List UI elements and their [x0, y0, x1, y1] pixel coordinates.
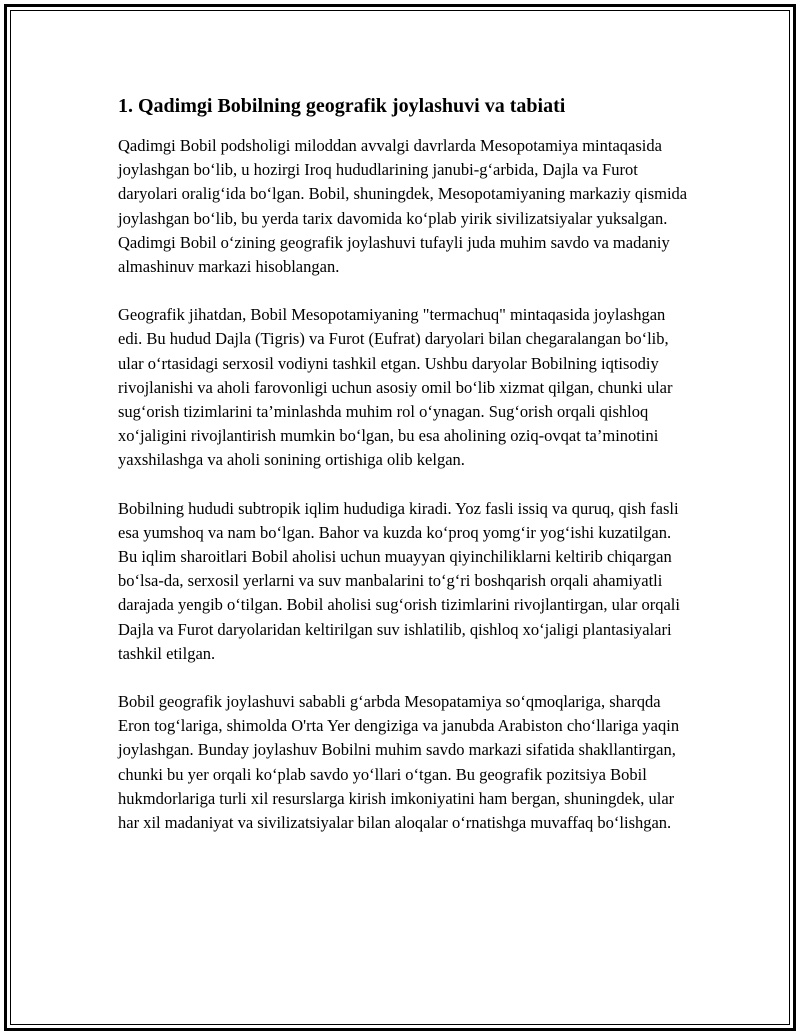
section-heading: 1. Qadimgi Bobilning geografik joylashuvi va tabiati	[118, 95, 566, 117]
document-body	[118, 90, 688, 859]
paragraph-1: Qadimgi Bobil podsholigi miloddan avvalgi davrlarda Mesopotamiya mintaqasida joylashgan bo‘lib, u hozirgi Iroq hududlarining janubi-g‘arbida, Dajla va Furot daryolari oralig‘ida bo‘lgan. Bobil, shuningdek, Mesopotamiyaning markaziy qismida joylashgan bo‘lib, bu yerda tarix davomida ko‘plab yirik sivilizatsiyalar yuksalgan. Qadimgi Bobil o‘zining geografik joylashuvi tufayli juda muhim savdo va madaniy almashinuv markazi hisoblangan.	[118, 136, 688, 277]
paragraph-3: Bobilning hududi subtropik iqlim hududiga kiradi. Yoz fasli issiq va quruq, qish fasli esa yumshoq va nam bo‘lgan. Bahor va kuzda ko‘proq yomg‘ir yog‘ishi kuzatilgan. Bu iqlim sharoitlari Bobil aholisi uchun muayyan qiyinchiliklarni keltirib chiqargan bo‘lsa-da, serxosil yerlarni va suv manbalarini to‘g‘ri boshqarish orqali ahamiyatli darajada yengib o‘tilgan. Bobil aholisi sug‘orish tizimlarini rivojlantirgan, ular orqali Dajla va Furot daryolaridan keltirilgan suv ishlatilib, qishloq xo‘jaligi plantasiyalari tashkil etilgan.	[118, 498, 680, 663]
paragraph-2: Geografik jihatdan, Bobil Mesopotamiyaning "termachuq" mintaqasida joylashgan edi. Bu hudud Dajla (Tigris) va Furot (Eufrat) daryolari bilan chegaralangan bo‘lib, ular o‘rtasidagi serxosil vodiyni tashkil etgan. Ushbu daryolar Bobilning iqtisodiy rivojlanishi va aholi farovonligi uchun asosiy omil bo‘lib xizmat qilgan, chunki ular sug‘orish tizimlarini ta’minlashda muhim rol o‘ynagan. Sug‘orish orqali qishloq xo‘jaligini rivojlantirish mumkin bo‘lgan, bu esa aholining oziq-ovqat ta’minotini yaxshilashga va aholi sonining ortishiga olib kelgan.	[118, 305, 673, 470]
paragraph-4: Bobil geografik joylashuvi sababli g‘arbda Mesopatamiya so‘qmoqlariga, sharqda Eron tog‘lariga, shimolda O'rta Yer dengiziga va janubda Arabiston cho‘llariga yaqin joylashgan. Bunday joylashuv Bobilni muhim savdo markazi sifatida shakllantirgan, chunki bu yer orqali ko‘plab savdo yo‘llari o‘tgan. Bu geografik pozitsiya Bobil hukmdorlariga turli xil resurslarga kirish imkoniyatini ham bergan, shuningdek, ular har xil madaniyat va sivilizatsiyalar bilan aloqalar o‘rnatishga muvaffaq bo‘lishgan.	[118, 692, 680, 833]
